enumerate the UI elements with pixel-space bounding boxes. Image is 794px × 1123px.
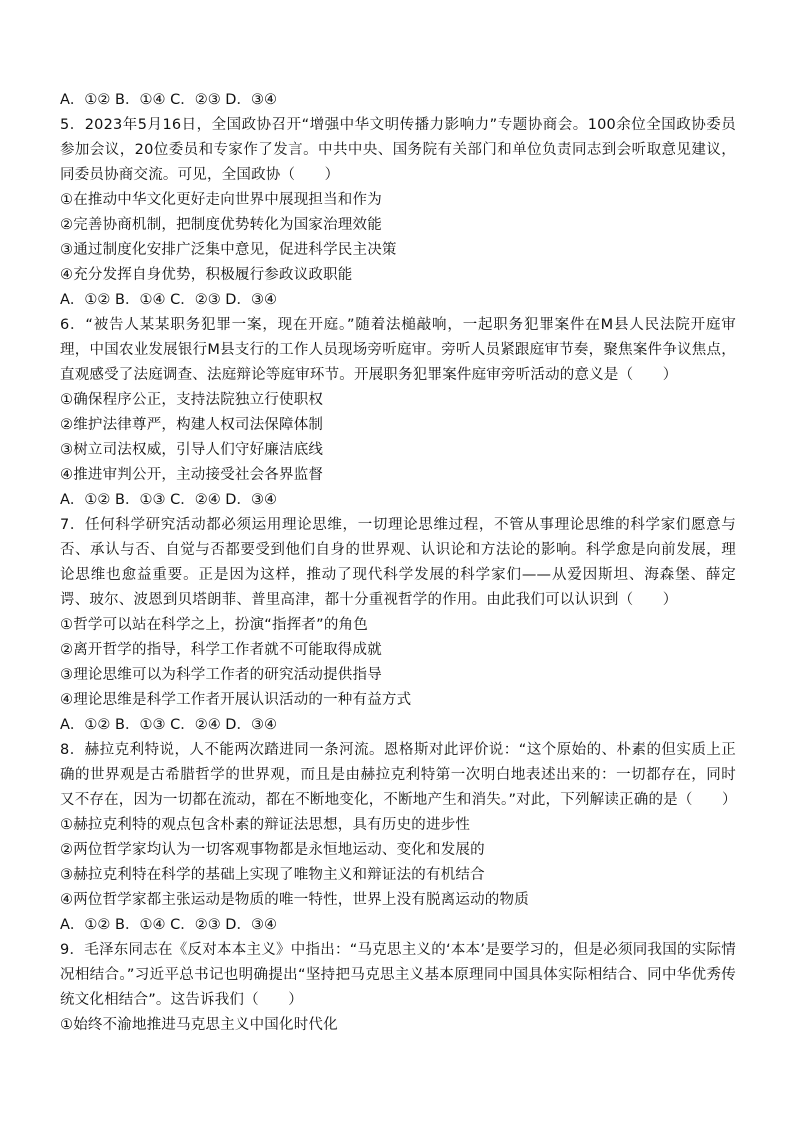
- choice-item: ②离开哲学的指导，科学工作者就不可能取得成就: [60, 642, 382, 658]
- choice-item: ①在推动中华文化更好走向世界中展现担当和作为: [60, 192, 382, 208]
- answer-options: A．①② B．①④ C．②③ D．③④: [60, 92, 277, 108]
- choice-item: ③理论思维可以为科学工作者的研究活动提供指导: [60, 667, 382, 683]
- choice-item: ④两位哲学家都主张运动是物质的唯一特性，世界上没有脱离运动的物质: [60, 892, 529, 908]
- exam-page: [60, 88, 736, 1038]
- question-9: [60, 938, 736, 1038]
- choice-item: ③树立司法权威，引导人们守好廉洁底线: [60, 442, 324, 458]
- question-5: [60, 113, 736, 313]
- question-8: [60, 738, 736, 938]
- choice-item: ②完善协商机制，把制度优势转化为国家治理效能: [60, 217, 382, 233]
- question-7: [60, 513, 736, 738]
- answer-options: A．①② B．①④ C．②③ D．③④: [60, 292, 277, 308]
- question-stem: 5．2023年5月16日，全国政协召开“增强中华文明传播力影响力”专题协商会。100余位全国政协委员参加会议，20位委员和专家作了发言。中共中央、国务院有关部门和单位负责同志到会听取意见建议，同委员协商交流。可见，全国政协（ ）: [60, 117, 736, 183]
- question-stem: 7．任何科学研究活动都必须运用理论思维，一切理论思维过程，不管从事理论思维的科学家们愿意与否、承认与否、自觉与否都要受到他们自身的世界观、认识论和方法论的影响。科学愈是向前发展，理论思维也愈益重要。正是因为这样，推动了现代科学发展的科学家们——从爱因斯坦、海森堡、薛定谔、玻尔、波恩到贝塔朗菲、普里高津，都十分重视哲学的作用。由此我们可以认识到（ ）: [60, 517, 736, 608]
- choice-item: ④推进审判公开，主动接受社会各界监督: [60, 467, 324, 483]
- choice-item: ①始终不渝地推进马克思主义中国化时代化: [60, 1017, 338, 1033]
- answer-options: A．①② B．①④ C．②③ D．③④: [60, 917, 277, 933]
- choice-item: ③通过制度化安排广泛集中意见，促进科学民主决策: [60, 242, 397, 258]
- choice-item: ②维护法律尊严，构建人权司法保障体制: [60, 417, 324, 433]
- question-stem: 8．赫拉克利特说，人不能两次踏进同一条河流。恩格斯对此评价说：“这个原始的、朴素的但实质上正确的世界观是古希腊哲学的世界观，而且是由赫拉克利特第一次明白地表述出来的：一切都存在，同时又不存在，因为一切都在流动，都在不断地变化，不断地产生和消失。”对此，下列解读正确的是（ ）: [60, 742, 737, 808]
- choice-item: ③赫拉克利特在科学的基础上实现了唯物主义和辩证法的有机结合: [60, 867, 485, 883]
- choice-item: ①赫拉克利特的观点包含朴素的辩证法思想，具有历史的进步性: [60, 817, 471, 833]
- choice-item: ①哲学可以站在科学之上，扮演“指挥者”的角色: [60, 617, 368, 633]
- choice-item: ②两位哲学家均认为一切客观事物都是永恒地运动、变化和发展的: [60, 842, 485, 858]
- question-stem: 9．毛泽东同志在《反对本本主义》中指出：“马克思主义的‘本本’是要学习的，但是必须同我国的实际情况相结合。”习近平总书记也明确提出“坚持把马克思主义基本原理同中国具体实际相结合、同中华优秀传统文化相结合”。这告诉我们（ ）: [60, 942, 736, 1008]
- choice-item: ①确保程序公正，支持法院独立行使职权: [60, 392, 324, 408]
- question-6: [60, 313, 736, 513]
- question-stem: 6．“被告人某某职务犯罪一案，现在开庭。”随着法槌敲响，一起职务犯罪案件在M县人民法院开庭审理，中国农业发展银行M县支行的工作人员现场旁听庭审。旁听人员紧跟庭审节奏，聚焦案件争议焦点，直观感受了法庭调查、法庭辩论等庭审环节。开展职务犯罪案件庭审旁听活动的意义是（ ）: [60, 317, 736, 383]
- choice-item: ④充分发挥自身优势，积极履行参政议政职能: [60, 267, 353, 283]
- answer-options: A．①② B．①③ C．②④ D．③④: [60, 492, 277, 508]
- choice-item: ④理论思维是科学工作者开展认识活动的一种有益方式: [60, 692, 412, 708]
- answer-options: A．①② B．①③ C．②④ D．③④: [60, 717, 277, 733]
